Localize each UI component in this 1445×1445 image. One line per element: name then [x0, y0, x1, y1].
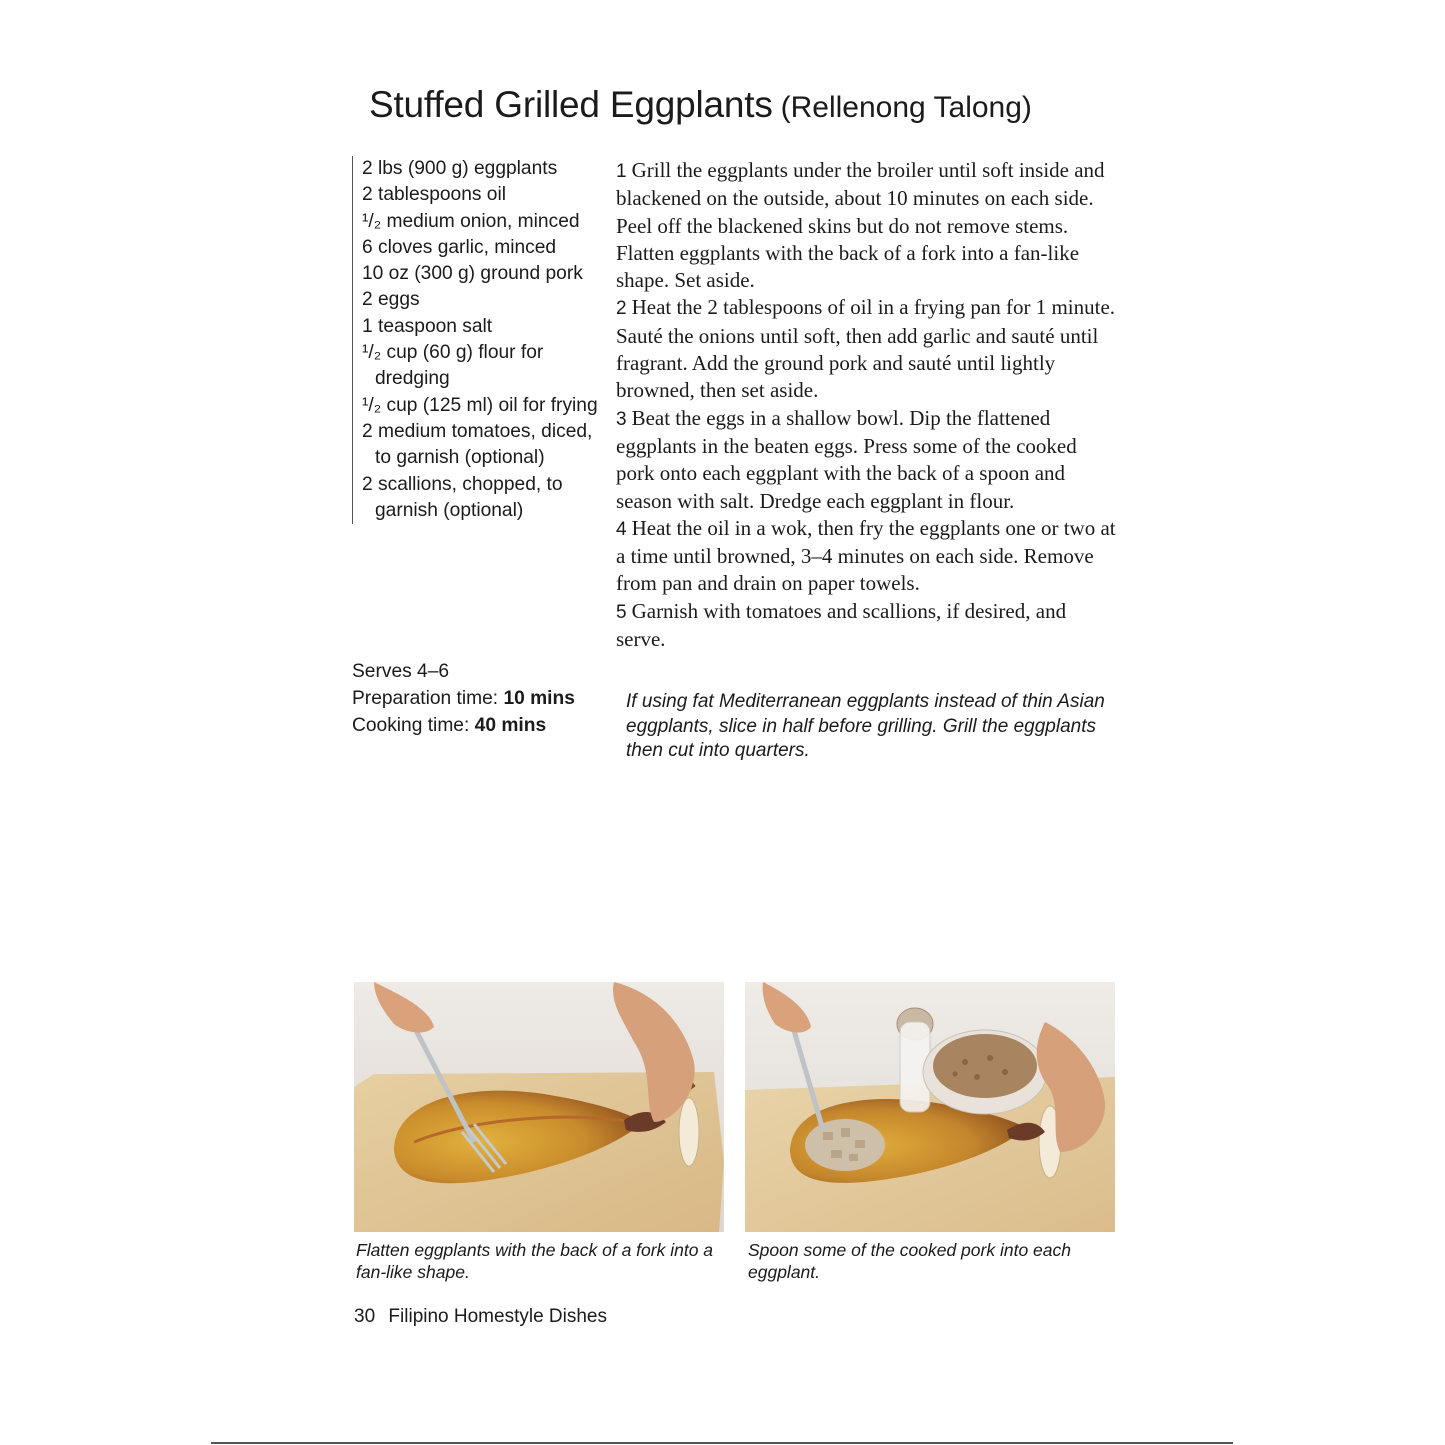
method-step — [616, 598, 1116, 654]
method-step — [616, 157, 1116, 294]
recipe-meta — [352, 658, 612, 739]
cook-time-value: 40 mins — [474, 715, 547, 736]
step-text: Heat the oil in a wok, then fry the eggplants one or two at a time until browned, 3–4 minutes on each side. Remove from pan and drain on paper towels. — [616, 515, 1116, 596]
step-text: Grill the eggplants under the broiler until soft inside and blackened on the outside, about 10 minutes on each side. Peel off the blackened skins but do not remove stems. Flatten eggplants with the back of a fork into a fan-like shape. Set aside. — [616, 158, 1105, 293]
step-text: Heat the 2 tablespoons of oil in a frying pan for 1 minute. Sauté the onions until soft, then add garlic and sauté until fragrant. Add the ground pork and sauté until lightly browned, then set aside. — [616, 295, 1116, 403]
recipe-title-main: Stuffed Grilled Eggplants — [369, 84, 773, 125]
photo-caption-1: Flatten eggplants with the back of a fork into a fan-like shape. — [356, 1240, 714, 1282]
ingredient-item: 1 teaspoon salt — [362, 315, 493, 337]
cook-time — [352, 712, 612, 739]
prep-time-value: 10 mins — [503, 688, 575, 709]
page-number: 30 — [354, 1306, 376, 1327]
page-footer — [354, 1306, 607, 1328]
method-step — [616, 515, 1116, 598]
recipe-title-subtitle: (Rellenong Talong) — [780, 91, 1032, 124]
ingredient-item: ¹/₂ medium onion, minced — [362, 210, 580, 232]
prep-time — [352, 685, 612, 712]
step-number: 2 — [616, 298, 627, 320]
ingredient-item: 10 oz (300 g) ground pork — [362, 263, 583, 285]
ingredient-item: 6 cloves garlic, minced — [362, 236, 557, 258]
method-step — [616, 294, 1116, 404]
step-text: Beat the eggs in a shallow bowl. Dip the flattened eggplants in the beaten eggs. Press some of the cooked pork onto each eggplant with the back of a spoon and season with salt. Dredge each eggplant in flour. — [616, 405, 1077, 513]
photo-spoon-pork — [745, 982, 1115, 1232]
step-number: 4 — [616, 518, 627, 540]
recipe-title — [369, 84, 1129, 126]
cook-time-label: Cooking time: — [352, 715, 470, 736]
step-number: 1 — [616, 161, 627, 182]
ingredient-item: 2 scallions, chopped, to garnish (optional) — [362, 473, 563, 521]
photo-flatten-eggplant — [354, 982, 724, 1232]
step-text: Garnish with tomatoes and scallions, if desired, and serve. — [616, 598, 1067, 652]
book-title: Filipino Homestyle Dishes — [388, 1306, 607, 1327]
method-step — [616, 405, 1116, 515]
serves-text: Serves 4–6 — [352, 661, 450, 682]
ingredient-item: ¹/₂ cup (60 g) flour for dredging — [362, 342, 544, 390]
method-steps — [616, 157, 1116, 653]
ingredient-list — [352, 156, 602, 524]
ingredient-item: ¹/₂ cup (125 ml) oil for frying — [362, 394, 598, 416]
cooking-tip: If using fat Mediterranean eggplants instead of thin Asian eggplants, slice in half before grilling. Grill the eggplants then cut into quarters. — [626, 691, 1105, 761]
step-number: 3 — [616, 408, 627, 430]
ingredient-item: 2 lbs (900 g) eggplants — [362, 158, 558, 179]
bottom-rule — [211, 1442, 1233, 1444]
prep-time-label: Preparation time: — [352, 688, 499, 709]
ingredient-item: 2 tablespoons oil — [362, 184, 507, 206]
ingredient-item: 2 eggs — [362, 289, 420, 311]
ingredient-item: 2 medium tomatoes, diced, to garnish (optional) — [362, 420, 593, 469]
step-number: 5 — [616, 601, 627, 623]
photo-caption-2: Spoon some of the cooked pork into each eggplant. — [748, 1240, 1071, 1282]
